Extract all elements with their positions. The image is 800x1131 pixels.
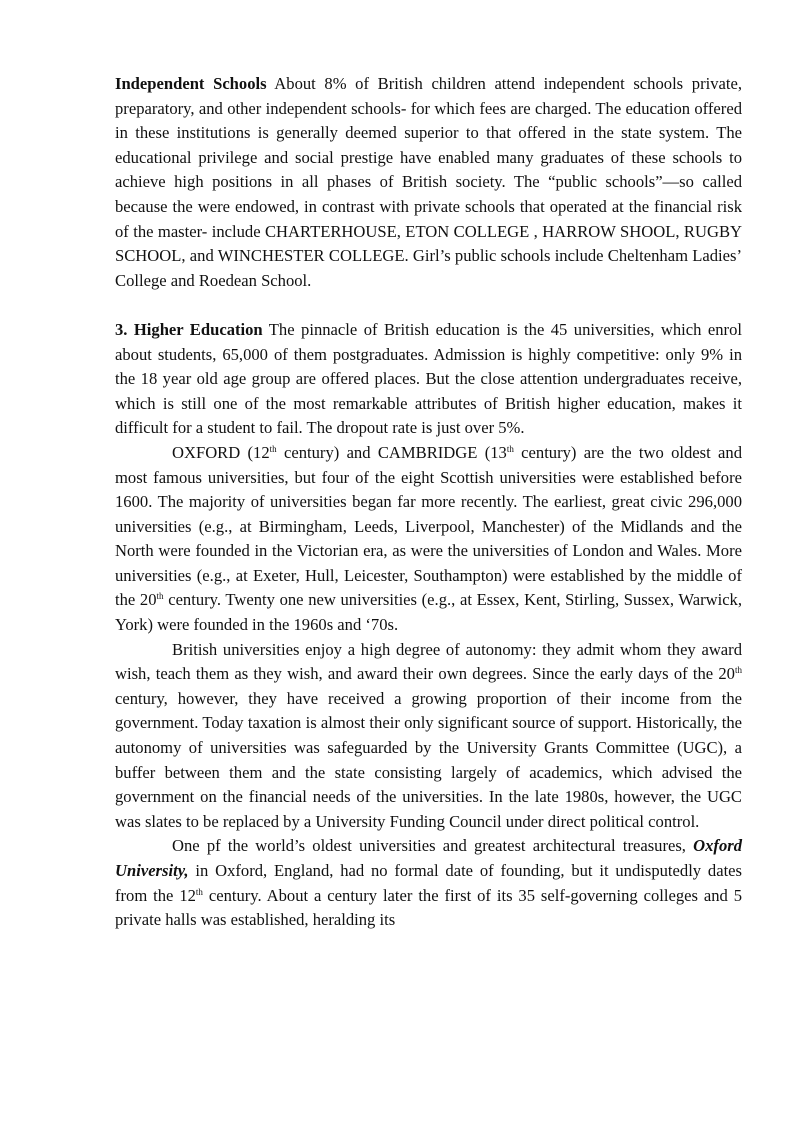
higher-education-text: The pinnacle of British education is the 45 universities, which enrol about students, 65,000 of them postgraduates. Admission is highly competitive: only 9% in the 18 year old age group are offered places. But the close attention undergraduates receive, which is still one of the most remarkable attributes of British higher education, makes it difficult for a student to fail. The dropout rate is just over 5%. (115, 319, 742, 438)
superscript: th (506, 443, 514, 454)
text-run: century, however, they have received a growing proportion of their income from the government. Today taxation is almost their only significant source of support. Historically, the autonomy of universities was safeguarded by the University Grants Committee (UGC), a buffer between them and the state consisting largely of academics, which advised the government on the financial needs of the universities. In the late 1980s, however, the UGC was slates to be replaced by a University Funding Council under direct political control. (115, 688, 742, 831)
superscript: th (269, 443, 277, 454)
superscript: th (156, 591, 164, 602)
text-run: century) and CAMBRIDGE (13 (276, 442, 507, 462)
paragraph-gap (115, 293, 742, 318)
document-page (115, 72, 742, 933)
oxford-university-name: Oxford University, (115, 836, 742, 880)
paragraph-higher-education (115, 318, 742, 441)
text-run: British universities enjoy a high degree of autonomy: they admit whom they award wish, teach them as they wish, and award their own degrees. Since the early days of the 20 (115, 639, 742, 684)
paragraph-oxford-university (115, 834, 742, 932)
text-run: century) are the two oldest and most famous universities, but four of the eight Scottish universities were established before 1600. The majority of universities began far more recently. The earliest, great civic 296,000 universities (e.g., at Birmingham, Leeds, Liverpool, Manchester) of the Midlands and the North were founded in the Victorian era, as were the universities of London and Wales. More universities (e.g., at Exeter, Hull, Leicester, Southampton) were established by the middle of the 20 (115, 442, 742, 610)
superscript: th (734, 665, 742, 676)
paragraph-oxford-cambridge (115, 441, 742, 638)
independent-schools-text: About 8% of British children attend independent schools private, preparatory, and other independent schools- for which fees are charged. The education offered in these institutions is generally deemed superior to that offered in the state system. The educational privilege and social prestige have enabled many graduates of these schools to achieve high positions in all phases of British society. The “public schools”—so called because the were endowed, in contrast with private schools that operated at the financial risk of the master- include CHARTERHOUSE, ETON COLLEGE , HARROW SHOOL, RUGBY SCHOOL, and WINCHESTER COLLEGE. Girl’s public schools include Cheltenham Ladies’ College and Roedean School. (115, 74, 742, 290)
text-run: OXFORD (12 (172, 442, 270, 462)
paragraph-independent-schools (115, 72, 742, 293)
heading-higher-education: 3. Higher Education (115, 319, 263, 339)
text-run: century. Twenty one new universities (e.g., at Essex, Kent, Stirling, Sussex, Warwick, York) were founded in the 1960s and ‘70s. (115, 590, 742, 635)
text-run: One pf the world’s oldest universities and greatest architectural treasures, (172, 836, 694, 856)
text-run: in Oxford, England, had no formal date of founding, but it undisputedly dates from the 12 (115, 861, 742, 905)
superscript: th (195, 886, 203, 897)
heading-independent-schools: Independent Schools (115, 74, 267, 93)
paragraph-autonomy (115, 638, 742, 835)
text-run: century. About a century later the first of its 35 self-governing colleges and 5 private halls was established, heralding its (115, 885, 742, 930)
